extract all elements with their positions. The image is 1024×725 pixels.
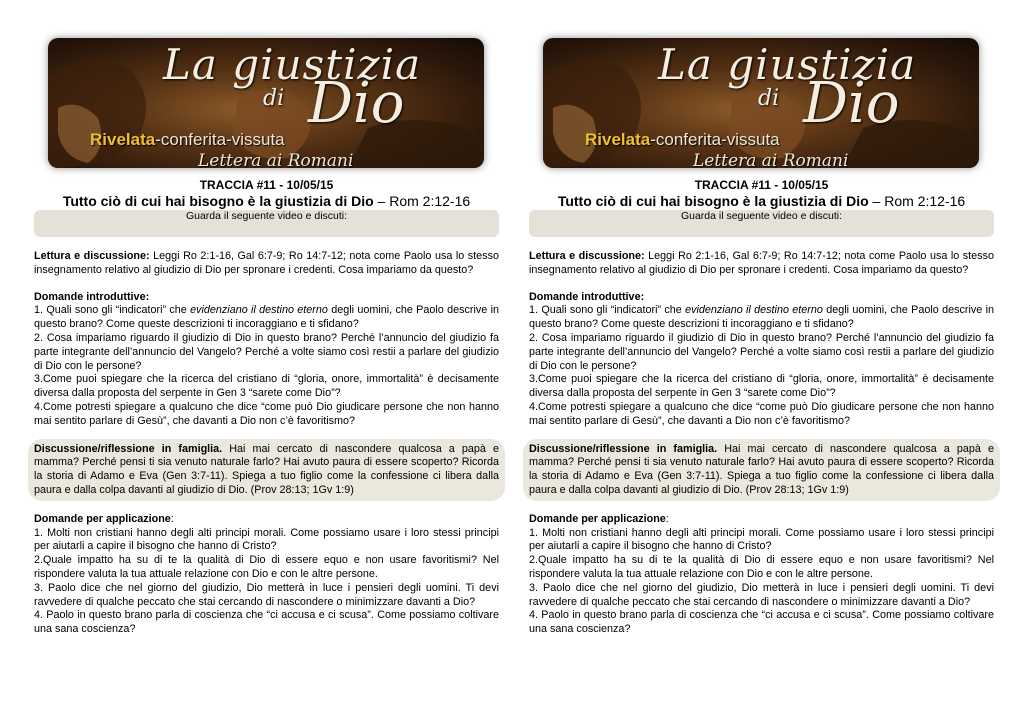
applicazione-q4: 4. Paolo in questo brano parla di coscienza che “ci accusa e ci scusa”. Come possiamo coltivare una sana coscienza?	[34, 609, 499, 636]
banner-title-dio: Dio	[803, 71, 900, 136]
applicazione-q3: 3. Paolo dice che nel giorno del giudizio, Dio metterà in luce i pensieri degli uomini. Ti devi ravvedere di qualche peccato che stai cercando di nascondere o minimizzare davanti a Dio?	[529, 581, 994, 608]
banner-title: La giustizia	[163, 40, 422, 89]
lettura-section	[529, 250, 994, 278]
introduttive-q3: 3.Come puoi spiegare che la ricerca del cristiano di “gloria, onore, immortalità” è decisamente diversa dalla proposta del serpente in Gen 3 “sarete come Dio”?	[529, 373, 994, 400]
banner-title: La giustizia	[658, 40, 917, 89]
introduttive-section	[34, 291, 499, 429]
page-title-reference: – Rom 2:12-16	[868, 193, 966, 209]
lettura-text: Leggi Ro 2:1-16, Gal 6:7-9; Ro 14:7-12; nota come Paolo usa lo stesso insegnamento relativo al giudizio di Dio per spronare i credenti. Cosa impariamo da questo?	[34, 250, 499, 276]
applicazione-heading	[34, 513, 499, 527]
introduttive-q3: 3.Come puoi spiegare che la ricerca del cristiano di “gloria, onore, immortalità” è decisamente diversa dalla proposta del serpente in Gen 3 “sarete come Dio”?	[34, 373, 499, 400]
applicazione-q2: 2.Quale impatto ha su di te la qualità di Dio di essere equo e non usare favoritismi? Nel rispondere valuta la tua attuale relazione con Dio e con le altre persone.	[529, 554, 994, 580]
q1-text-a: 1. Quali sono gli “indicatori” che	[529, 304, 686, 317]
q1-text-a: 1. Quali sono gli “indicatori” che	[34, 304, 191, 317]
banner-subtitle-highlight: Rivelata	[585, 130, 651, 149]
introduttive-label: Domande introduttive:	[34, 290, 150, 303]
applicazione-section	[529, 513, 994, 637]
applicazione-q3: 3. Paolo dice che nel giorno del giudizio, Dio metterà in luce i pensieri degli uomini. Ti devi ravvedere di qualche peccato che stai cercando di nascondere o minimizzare davanti a Dio?	[34, 581, 499, 608]
introduttive-section	[529, 291, 994, 429]
famiglia-text: Hai mai cercato di nascondere qualcosa a papà e mamma? Perché pensi ti sia venuto naturale farlo? Hai avuto paura di essere scoperto? Ricorda la storia di Adamo e Eva (Gen 3:7-11). Spiega a tuo figlio come la confessione ci libera dalla paura e dalla colpa davanti al giudizio di Dio. (Prov 28:13; 1Gv 1:9)	[529, 442, 994, 496]
lettura-label: Lettura e discussione:	[34, 250, 150, 262]
famiglia-text: Hai mai cercato di nascondere qualcosa a papà e mamma? Perché pensi ti sia venuto naturale farlo? Hai avuto paura di essere scoperto? Ricorda la storia di Adamo e Eva (Gen 3:7-11). Spiega a tuo figlio come la confessione ci libera dalla paura e dalla colpa davanti al giudizio di Dio. (Prov 28:13; 1Gv 1:9)	[34, 442, 499, 496]
banner-title-dio: Dio	[308, 71, 405, 136]
famiglia-box	[523, 439, 1000, 501]
video-prompt-box	[34, 210, 499, 237]
video-prompt-text: Guarda il seguente video e discuti:	[185, 210, 348, 222]
banner-title-di: di	[758, 86, 780, 111]
applicazione-q2: 2.Quale impatto ha su di te la qualità di Dio di essere equo e non usare favoritismi? Nel rispondere valuta la tua attuale relazione con Dio e con le altre persone.	[34, 554, 499, 580]
introduttive-q4: 4.Come potresti spiegare a qualcuno che dice “come può Dio giudicare persone che non hanno mai sentito parlare di Gesù”, che davanti a Dio non c’è favoritismo?	[529, 400, 994, 427]
applicazione-q1: 1. Molti non cristiani hanno degli alti principi morali. Come possiamo usare i loro stessi principi per aiutarli a capire il bisogno che hanno di Cristo?	[529, 526, 994, 553]
traccia-label: TRACCIA #11 - 10/05/15	[199, 178, 334, 192]
q1-text-b: degli uomini, che Paolo descrive in questo brano? Come queste descrizioni ti incoraggiano e ti sfidano?	[529, 304, 994, 331]
introduttive-q4: 4.Come potresti spiegare a qualcuno che dice “come può Dio giudicare persone che non hanno mai sentito parlare di Gesù”, che davanti a Dio non c’è favoritismo?	[34, 400, 499, 427]
banner-subtitle-rest: -conferita-vissuta	[155, 130, 285, 149]
page-title-reference: – Rom 2:12-16	[373, 193, 471, 209]
lettura-label: Lettura e discussione:	[529, 250, 645, 262]
video-prompt-text: Guarda il seguente video e discuti:	[680, 210, 843, 222]
column-right	[529, 38, 994, 637]
applicazione-colon: :	[665, 512, 669, 525]
video-prompt-box	[529, 210, 994, 237]
lettura-section	[34, 250, 499, 278]
introduttive-label: Domande introduttive:	[529, 290, 645, 303]
applicazione-label: Domande per applicazione	[529, 512, 666, 525]
column-left	[34, 38, 499, 637]
applicazione-q4: 4. Paolo in questo brano parla di coscienza che “ci accusa e ci scusa”. Come possiamo coltivare una sana coscienza?	[529, 609, 994, 636]
introduttive-q2: 2. Cosa impariamo riguardo il giudizio di Dio in questo brano? Perché l’annuncio del giudizio fa parte integrante dell’annuncio del Vangelo? Perché a volte siamo così restii a parlare del giudizio di Dio con le persone?	[34, 331, 499, 372]
applicazione-q1: 1. Molti non cristiani hanno degli alti principi morali. Come possiamo usare i loro stessi principi per aiutarli a capire il bisogno che hanno di Cristo?	[34, 526, 499, 553]
famiglia-box	[28, 439, 505, 501]
banner-subtitle2: Lettera ai Romani	[693, 151, 849, 168]
q1-text-b: degli uomini, che Paolo descrive in questo brano? Come queste descrizioni ti incoraggiano e ti sfidano?	[34, 304, 499, 331]
applicazione-section	[34, 513, 499, 637]
introduttive-q1	[529, 304, 994, 332]
q1-text-em: evidenziano il destino eterno	[685, 304, 823, 317]
lettura-text: Leggi Ro 2:1-16, Gal 6:7-9; Ro 14:7-12; nota come Paolo usa lo stesso insegnamento relativo al giudizio di Dio per spronare i credenti. Cosa impariamo da questo?	[529, 250, 994, 276]
applicazione-colon: :	[170, 512, 174, 525]
page-title-main: Tutto ciò di cui hai bisogno è la giustizia di Dio	[557, 193, 869, 209]
famiglia-label: Discussione/riflessione in famiglia.	[34, 442, 223, 455]
banner-subtitle-highlight: Rivelata	[90, 130, 156, 149]
applicazione-label: Domande per applicazione	[34, 512, 171, 525]
page-title	[529, 192, 994, 210]
traccia-label: TRACCIA #11 - 10/05/15	[694, 178, 829, 192]
famiglia-label: Discussione/riflessione in famiglia.	[529, 442, 718, 455]
q1-text-em: evidenziano il destino eterno	[190, 304, 328, 317]
introduttive-q1	[34, 304, 499, 332]
banner-title-di: di	[263, 86, 285, 111]
header-banner-image	[543, 38, 979, 168]
banner-subtitle2: Lettera ai Romani	[198, 151, 354, 168]
applicazione-heading	[529, 513, 994, 527]
page-title-main: Tutto ciò di cui hai bisogno è la giustizia di Dio	[62, 193, 374, 209]
header-banner-image	[48, 38, 484, 168]
banner-subtitle	[90, 130, 285, 150]
banner-subtitle-rest: -conferita-vissuta	[650, 130, 780, 149]
introduttive-q2: 2. Cosa impariamo riguardo il giudizio di Dio in questo brano? Perché l’annuncio del giudizio fa parte integrante dell’annuncio del Vangelo? Perché a volte siamo così restii a parlare del giudizio di Dio con le persone?	[529, 331, 994, 372]
banner-subtitle	[585, 130, 780, 150]
page-title	[34, 192, 499, 210]
